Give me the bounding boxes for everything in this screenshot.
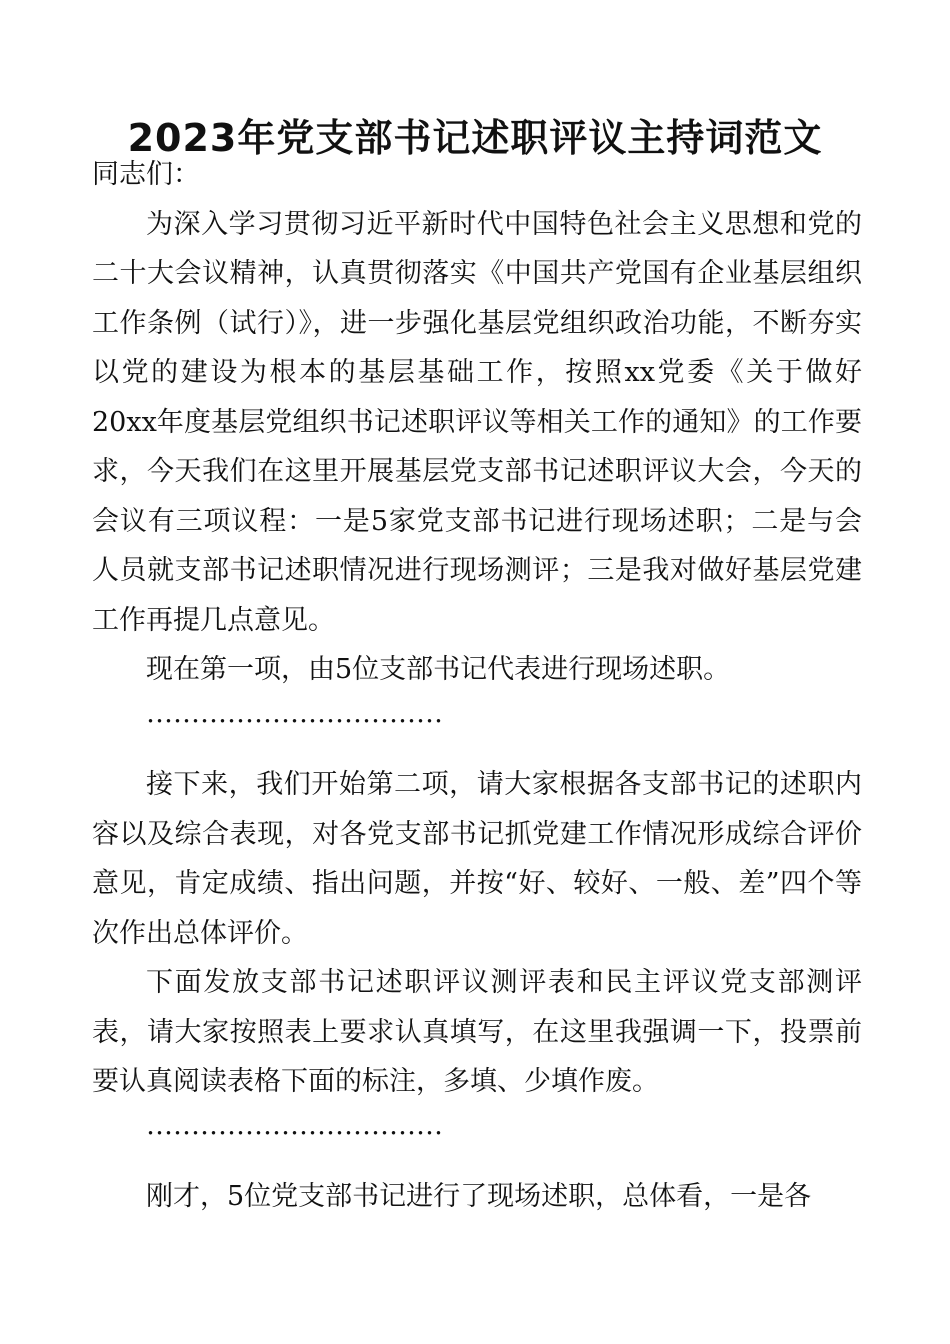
paragraph-item-two: 接下来，我们开始第二项，请大家根据各支部书记的述职内容以及综合表现，对各党支部书记抓党建工作情况形成综合评价意见，肯定成绩、指出问题，并按“好、较好、一般、差”四个等次作出总体评价。 xyxy=(92,769,862,949)
paragraph-summary: 刚才，5位党支部书记进行了现场述职，总体看，一是各 xyxy=(146,1181,812,1212)
salutation: 同志们： xyxy=(92,159,200,190)
document-body xyxy=(92,150,862,1222)
document-title: 2023年党支部书记述职评议主持词范文 xyxy=(127,116,823,160)
paragraph-distribute-forms: 下面发放支部书记述职评议测评表和民主评议党支部测评表，请大家按照表上要求认真填写，在这里我强调一下，投票前要认真阅读表格下面的标注，多填、少填作废。 xyxy=(92,967,862,1097)
paragraph-intro: 为深入学习贯彻习近平新时代中国特色社会主义思想和党的二十大会议精神，认真贯彻落实《中国共产党国有企业基层组织工作条例（试行）》，进一步强化基层党组织政治功能，不断夯实以党的建设为根本的基层基础工作，按照xx党委《关于做好20xx年度基层党组织书记述职评议等相关工作的通知》的工作要求，今天我们在这里开展基层党支部书记述职评议大会，今天的会议有三项议程：一是5家党支部书记进行现场述职；二是与会人员就支部书记述职情况进行现场测评；三是我对做好基层党建工作再提几点意见。 xyxy=(92,208,862,636)
ellipsis-separator: …………………………… xyxy=(146,697,443,729)
paragraph-item-one: 现在第一项，由5位支部书记代表进行现场述职。 xyxy=(146,654,731,685)
ellipsis-separator: …………………………… xyxy=(146,1109,443,1141)
